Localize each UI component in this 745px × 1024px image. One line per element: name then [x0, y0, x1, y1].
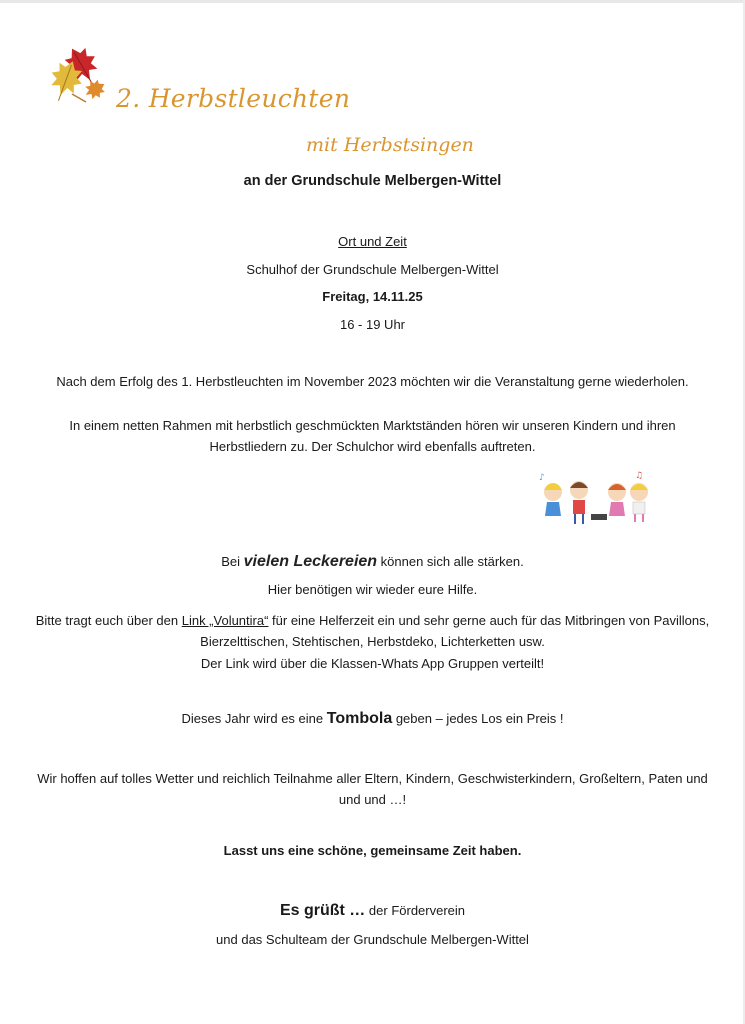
paragraph-rahmen: In einem netten Rahmen mit herbstlich geschmückten Marktständen hören wir unseren Kindern und ihren Herbstliedern zu. Der Schulchor wird ebenfalls auftreten. [69, 418, 676, 454]
leckereien-emphasis: vielen Leckereien [243, 553, 378, 570]
subtitle-herbstsingen: mit Herbstsingen [306, 134, 474, 156]
scan-edge-top [0, 0, 745, 3]
greeting-line: Es grüßt … der Förderverein [279, 902, 466, 919]
lasst-uns-line: Lasst uns eine schöne, gemeinsame Zeit haben. [223, 843, 522, 858]
info-date: Freitag, 14.11.25 [322, 289, 423, 304]
title-herbstleuchten: 2. Herbstleuchten [116, 84, 351, 113]
link-info-line: Der Link wird über die Klassen-Whats App Gruppen verteilt! [200, 656, 545, 671]
info-time: 16 - 19 Uhr [339, 317, 406, 332]
paragraph-erfolg: Nach dem Erfolg des 1. Herbstleuchten im November 2023 möchten wir die Veranstaltung gerne wiederholen. [56, 374, 689, 389]
svg-text:♫: ♫ [635, 471, 644, 481]
autumn-leaves-icon [42, 44, 112, 108]
paragraph-voluntira: Bitte tragt euch über den Link „Voluntira“ für eine Helferzeit ein und sehr gerne auch für das Mitbringen von Pavillons, Bierzelttischen, Stehtischen, Herbstdeko, Lichterketten usw. [35, 613, 710, 649]
info-heading: Ort und Zeit [338, 234, 407, 249]
tombola-emphasis: Tombola [326, 710, 393, 727]
paragraph-hoffen: Wir hoffen auf tolles Wetter und reichlich Teilnahme aller Eltern, Kindern, Geschwisterkindern, Großeltern, Paten und und und …! [37, 771, 708, 807]
team-line: und das Schulteam der Grundschule Melbergen-Wittel [216, 932, 529, 947]
singing-children-illustration [533, 468, 663, 534]
voluntira-link[interactable]: Link „Voluntira“ [181, 613, 269, 628]
tombola-line: Dieses Jahr wird es eine Tombola geben – jedes Los ein Preis ! [181, 710, 564, 727]
school-line: an der Grundschule Melbergen-Wittel [243, 173, 502, 189]
greeting-emphasis: Es grüßt … [279, 902, 366, 919]
info-place: Schulhof der Grundschule Melbergen-Wittel [246, 262, 499, 277]
leckereien-line: Bei vielen Leckereien können sich alle stärken. [221, 553, 524, 570]
help-line: Hier benötigen wir wieder eure Hilfe. [267, 582, 478, 597]
svg-text:♪: ♪ [539, 473, 545, 483]
